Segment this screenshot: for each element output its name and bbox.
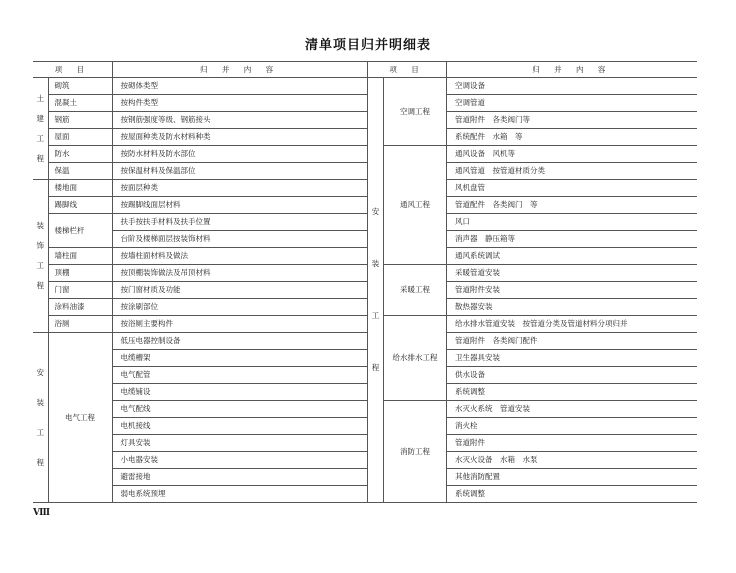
category-cell: 安装工程 (33, 333, 48, 503)
table-row (33, 299, 367, 316)
item-cell: 踢脚线 (48, 197, 112, 214)
table-row (33, 95, 367, 112)
content-cell: 电缆槽架 (112, 350, 367, 367)
content-cell: 按门窗材质及功能 (112, 282, 367, 299)
content-cell: 按保温材料及保温部位 (112, 163, 367, 180)
content-cell: 水灭火设备 水箱 水泵 (447, 452, 697, 469)
table-row (33, 78, 367, 95)
header-row (33, 62, 367, 78)
table-row (33, 316, 367, 333)
item-cell: 给水排水工程 (384, 316, 447, 401)
content-cell: 电气配管 (112, 367, 367, 384)
content-cell: 通风系统调试 (447, 248, 697, 265)
table-row (33, 163, 367, 180)
table-row (368, 78, 697, 95)
content-cell: 电机接线 (112, 418, 367, 435)
left-table (33, 61, 368, 503)
content-cell: 按防水材料及防水部位 (112, 146, 367, 163)
content-cell: 按顶棚装饰做法及吊顶材料 (112, 265, 367, 282)
table-row (368, 265, 697, 282)
content-cell: 管道配件 各类阀门 等 (447, 197, 697, 214)
content-cell: 管道附件 各类阀门等 (447, 112, 697, 129)
content-cell: 灯具安装 (112, 435, 367, 452)
content-cell: 风口 (447, 214, 697, 231)
header-item: 项 目 (33, 62, 112, 78)
content-cell: 系统调整 (447, 486, 697, 503)
table-row (33, 214, 367, 231)
category-cell: 土建工程 (33, 78, 48, 180)
content-cell: 按屋面种类及防水材料种类 (112, 129, 367, 146)
content-cell: 电气配线 (112, 401, 367, 418)
table-row (33, 333, 367, 350)
content-cell: 按踢脚线面层材料 (112, 197, 367, 214)
content-cell: 风机盘管 (447, 180, 697, 197)
header-content: 归 并 内 容 (112, 62, 367, 78)
table-row (33, 146, 367, 163)
table-row (33, 248, 367, 265)
content-cell: 按砌体类型 (112, 78, 367, 95)
content-cell: 散热器安装 (447, 299, 697, 316)
content-cell: 通风设备 风机等 (447, 146, 697, 163)
table-row (33, 265, 367, 282)
header-item: 项 目 (368, 62, 447, 78)
item-cell: 墙柱面 (48, 248, 112, 265)
content-cell: 水灭火系统 管道安装 (447, 401, 697, 418)
content-cell: 卫生器具安装 (447, 350, 697, 367)
item-cell: 门窗 (48, 282, 112, 299)
item-cell: 空调工程 (384, 78, 447, 146)
content-cell: 按墙柱面材料及做法 (112, 248, 367, 265)
item-cell: 电气工程 (48, 333, 112, 503)
content-cell: 按浴厕主要构件 (112, 316, 367, 333)
table-row (33, 129, 367, 146)
table-row (368, 146, 697, 163)
content-cell: 台阶及楼梯面层按装饰材料 (112, 231, 367, 248)
content-cell: 扶手按扶手材料及扶手位置 (112, 214, 367, 231)
page-number: Ⅷ (33, 508, 51, 518)
content-cell: 空调管道 (447, 95, 697, 112)
content-cell: 按面层种类 (112, 180, 367, 197)
item-cell: 楼梯栏杆 (48, 214, 112, 248)
content-cell: 管道附件安装 (447, 282, 697, 299)
table-row (33, 282, 367, 299)
table-row (33, 112, 367, 129)
item-cell: 砌筑 (48, 78, 112, 95)
content-cell: 电缆铺设 (112, 384, 367, 401)
category-cell: 安装工程 (368, 78, 384, 503)
header-row (368, 62, 697, 78)
content-cell: 管道附件 (447, 435, 697, 452)
content-cell: 按钢筋强度等级、钢筋接头 (112, 112, 367, 129)
content-cell: 按涂刷部位 (112, 299, 367, 316)
item-cell: 涂料油漆 (48, 299, 112, 316)
item-cell: 消防工程 (384, 401, 447, 503)
header-content: 归 并 内 容 (447, 62, 697, 78)
item-cell: 屋面 (48, 129, 112, 146)
content-cell: 弱电系统预埋 (112, 486, 367, 503)
right-table (367, 61, 697, 503)
table-row (368, 316, 697, 333)
content-cell: 采暖管道安装 (447, 265, 697, 282)
item-cell: 通风工程 (384, 146, 447, 265)
item-cell: 楼地面 (48, 180, 112, 197)
content-cell: 空调设备 (447, 78, 697, 95)
item-cell: 钢筋 (48, 112, 112, 129)
table-row (368, 401, 697, 418)
content-cell: 管道附件 各类阀门配件 (447, 333, 697, 350)
item-cell: 采暖工程 (384, 265, 447, 316)
item-cell: 保温 (48, 163, 112, 180)
content-cell: 小电器安装 (112, 452, 367, 469)
content-cell: 其他消防配置 (447, 469, 697, 486)
content-cell: 系统配件 水箱 等 (447, 129, 697, 146)
category-cell: 装饰工程 (33, 180, 48, 333)
content-cell: 供水设备 (447, 367, 697, 384)
content-cell: 通风管道 按管道材质分类 (447, 163, 697, 180)
content-cell: 消火栓 (447, 418, 697, 435)
content-cell: 避雷接地 (112, 469, 367, 486)
content-cell: 低压电器控制设备 (112, 333, 367, 350)
content-cell: 系统调整 (447, 384, 697, 401)
item-cell: 顶棚 (48, 265, 112, 282)
table-row (33, 180, 367, 197)
content-cell: 消声器 静压箱等 (447, 231, 697, 248)
content-cell: 给水排水管道安装 按管道分类及管道材料分项归并 (447, 316, 697, 333)
item-cell: 浴厕 (48, 316, 112, 333)
page-title: 清单项目归并明细表 (304, 38, 431, 53)
table-row (33, 197, 367, 214)
item-cell: 混凝土 (48, 95, 112, 112)
content-cell: 按构件类型 (112, 95, 367, 112)
item-cell: 防水 (48, 146, 112, 163)
